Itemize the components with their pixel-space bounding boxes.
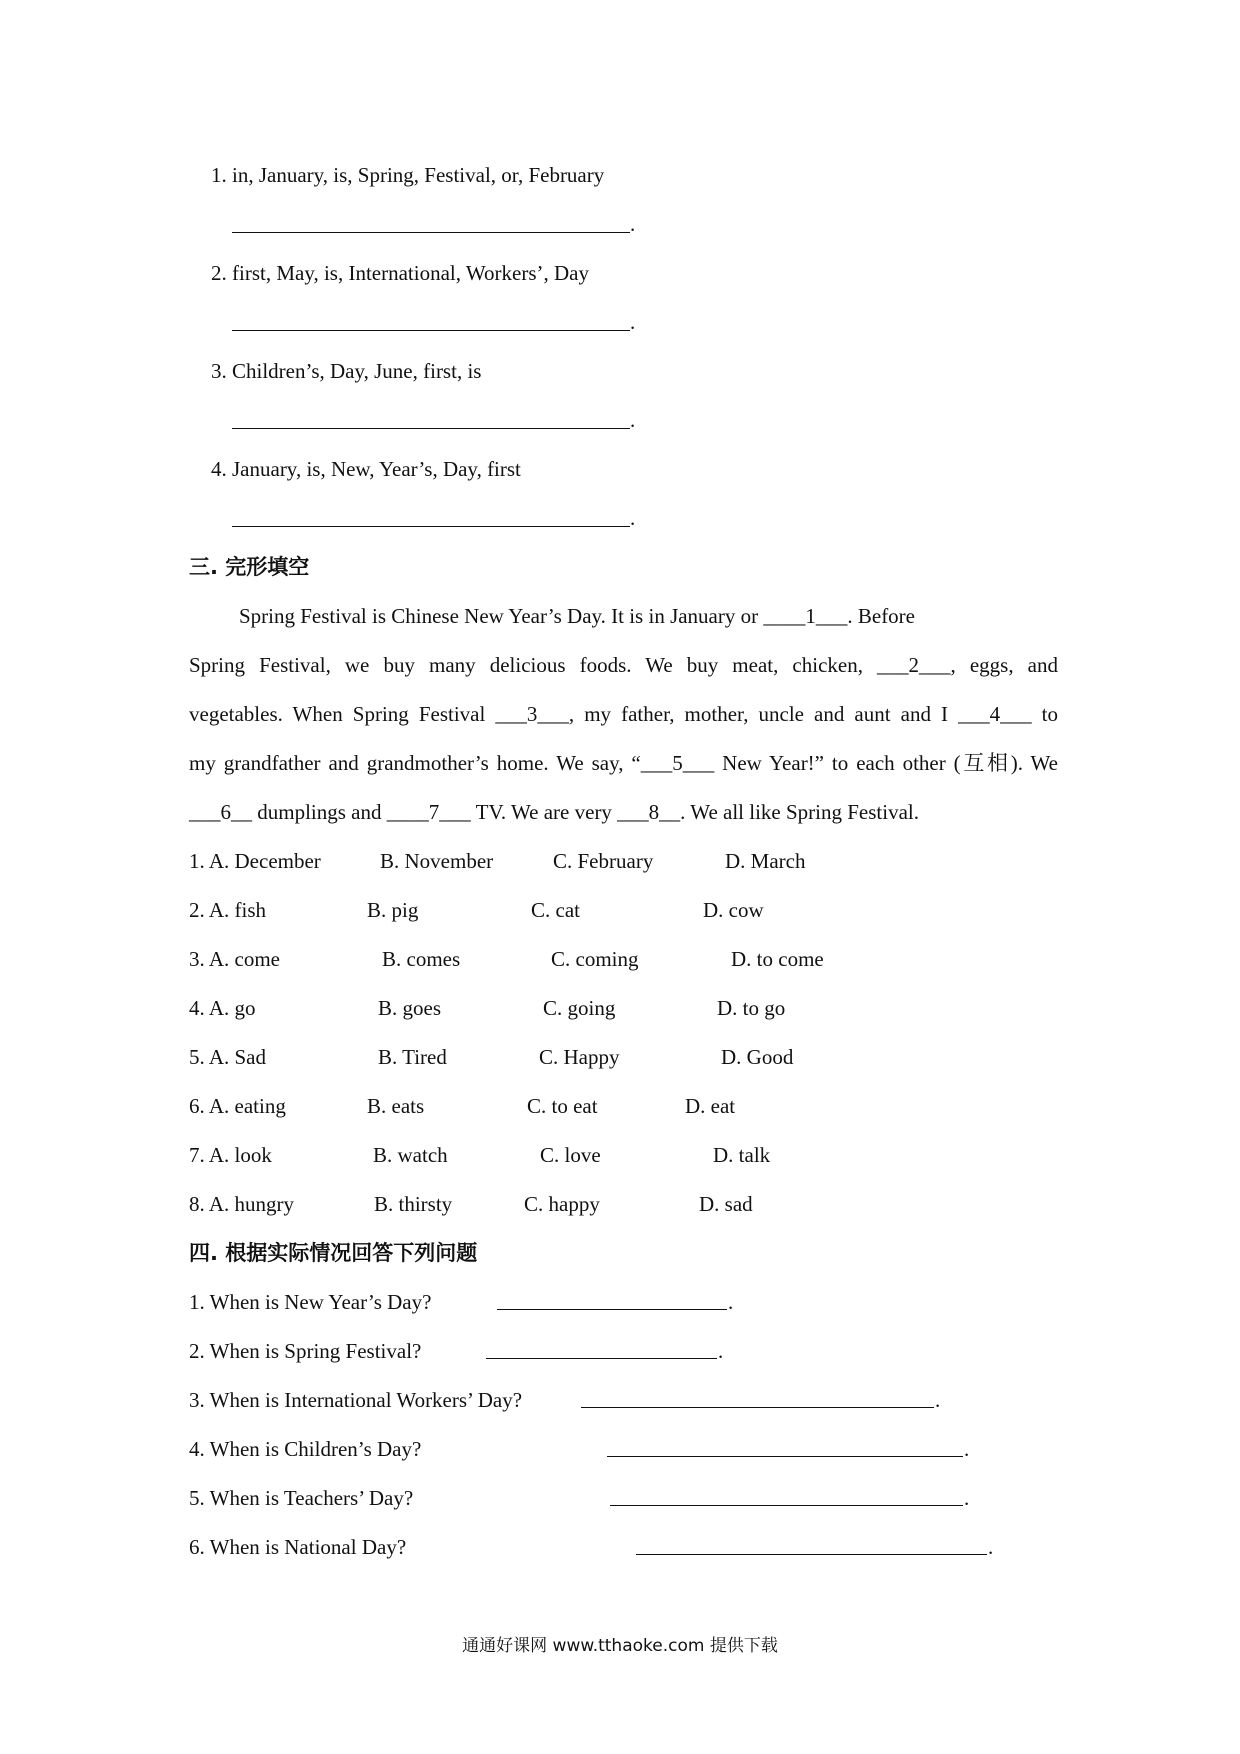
option-b[interactable]: B. goes [378,996,441,1020]
option-d[interactable]: D. talk [713,1143,771,1167]
reorder-item-3: 3. Children’s, Day, June, first, is [211,359,482,383]
option-b[interactable]: B. pig [367,898,419,922]
passage-line-1: Spring Festival is Chinese New Year’s Day. It is in January or ____1___. Before [239,604,915,628]
line-period: . [964,1437,970,1461]
option-a[interactable]: 4. A. go [189,996,256,1020]
option-b[interactable]: B. November [380,849,494,873]
answer-line-q4[interactable] [607,1456,963,1457]
option-b[interactable]: B. eats [367,1094,425,1118]
reorder-item-1: 1. in, January, is, Spring, Festival, or, February [211,163,605,187]
line-period: . [630,212,636,236]
option-d[interactable]: D. March [725,849,806,873]
answer-line-q2[interactable] [486,1358,717,1359]
section-heading-questions: 四. 根据实际情况回答下列问题 [189,1241,478,1265]
option-d[interactable]: D. Good [721,1045,794,1069]
section-heading-cloze: 三. 完形填空 [189,555,310,579]
option-d[interactable]: D. to go [717,996,786,1020]
option-a[interactable]: 1. A. December [189,849,321,873]
answer-line-q5[interactable] [610,1505,963,1506]
option-a[interactable]: 8. A. hungry [189,1192,294,1216]
question-5: 5. When is Teachers’ Day? [189,1486,414,1510]
question-6: 6. When is National Day? [189,1535,407,1559]
question-3: 3. When is International Workers’ Day? [189,1388,523,1412]
option-a[interactable]: 5. A. Sad [189,1045,267,1069]
line-period: . [988,1535,994,1559]
line-period: . [964,1486,970,1510]
question-2: 2. When is Spring Festival? [189,1339,422,1363]
option-c[interactable]: C. February [553,849,654,873]
passage-line-5: ___6__ dumplings and ____7___ TV. We are very ___8__. We all like Spring Festival. [189,800,919,824]
reorder-item-2: 2. first, May, is, International, Workers’, Day [211,261,589,285]
line-period: . [728,1290,734,1314]
question-4: 4. When is Children’s Day? [189,1437,422,1461]
line-period: . [630,408,636,432]
option-b[interactable]: B. thirsty [374,1192,453,1216]
option-d[interactable]: D. eat [685,1094,736,1118]
passage-line-3: vegetables. When Spring Festival ___3___, my father, mother, uncle and aunt and I ___4___ to [189,702,1058,726]
page-footer: 通通好课网 www.tthaoke.com 提供下载 [462,1636,778,1656]
option-d[interactable]: D. to come [731,947,824,971]
line-period: . [935,1388,941,1412]
option-c[interactable]: C. cat [531,898,580,922]
option-b[interactable]: B. watch [373,1143,448,1167]
answer-line-q6[interactable] [636,1554,987,1555]
option-d[interactable]: D. sad [699,1192,753,1216]
passage-line-4: my grandfather and grandmother’s home. We say, “___5___ New Year!” to each other (互相). We [189,751,1058,775]
option-a[interactable]: 3. A. come [189,947,280,971]
line-period: . [718,1339,724,1363]
option-d[interactable]: D. cow [703,898,764,922]
passage-line-2: Spring Festival, we buy many delicious foods. We buy meat, chicken, ___2___, eggs, and [189,653,1058,677]
line-period: . [630,310,636,334]
question-1: 1. When is New Year’s Day? [189,1290,432,1314]
option-a[interactable]: 6. A. eating [189,1094,286,1118]
answer-line-1[interactable] [232,232,630,233]
answer-line-4[interactable] [232,526,630,527]
option-c[interactable]: C. Happy [539,1045,620,1069]
line-period: . [630,506,636,530]
option-a[interactable]: 7. A. look [189,1143,272,1167]
answer-line-q1[interactable] [497,1309,727,1310]
reorder-item-4: 4. January, is, New, Year’s, Day, first [211,457,521,481]
option-a[interactable]: 2. A. fish [189,898,267,922]
option-b[interactable]: B. comes [382,947,461,971]
option-c[interactable]: C. going [543,996,616,1020]
option-c[interactable]: C. to eat [527,1094,598,1118]
option-c[interactable]: C. coming [551,947,639,971]
answer-line-3[interactable] [232,428,630,429]
answer-line-q3[interactable] [581,1407,934,1408]
option-c[interactable]: C. love [540,1143,601,1167]
option-b[interactable]: B. Tired [378,1045,447,1069]
option-c[interactable]: C. happy [524,1192,600,1216]
answer-line-2[interactable] [232,330,630,331]
